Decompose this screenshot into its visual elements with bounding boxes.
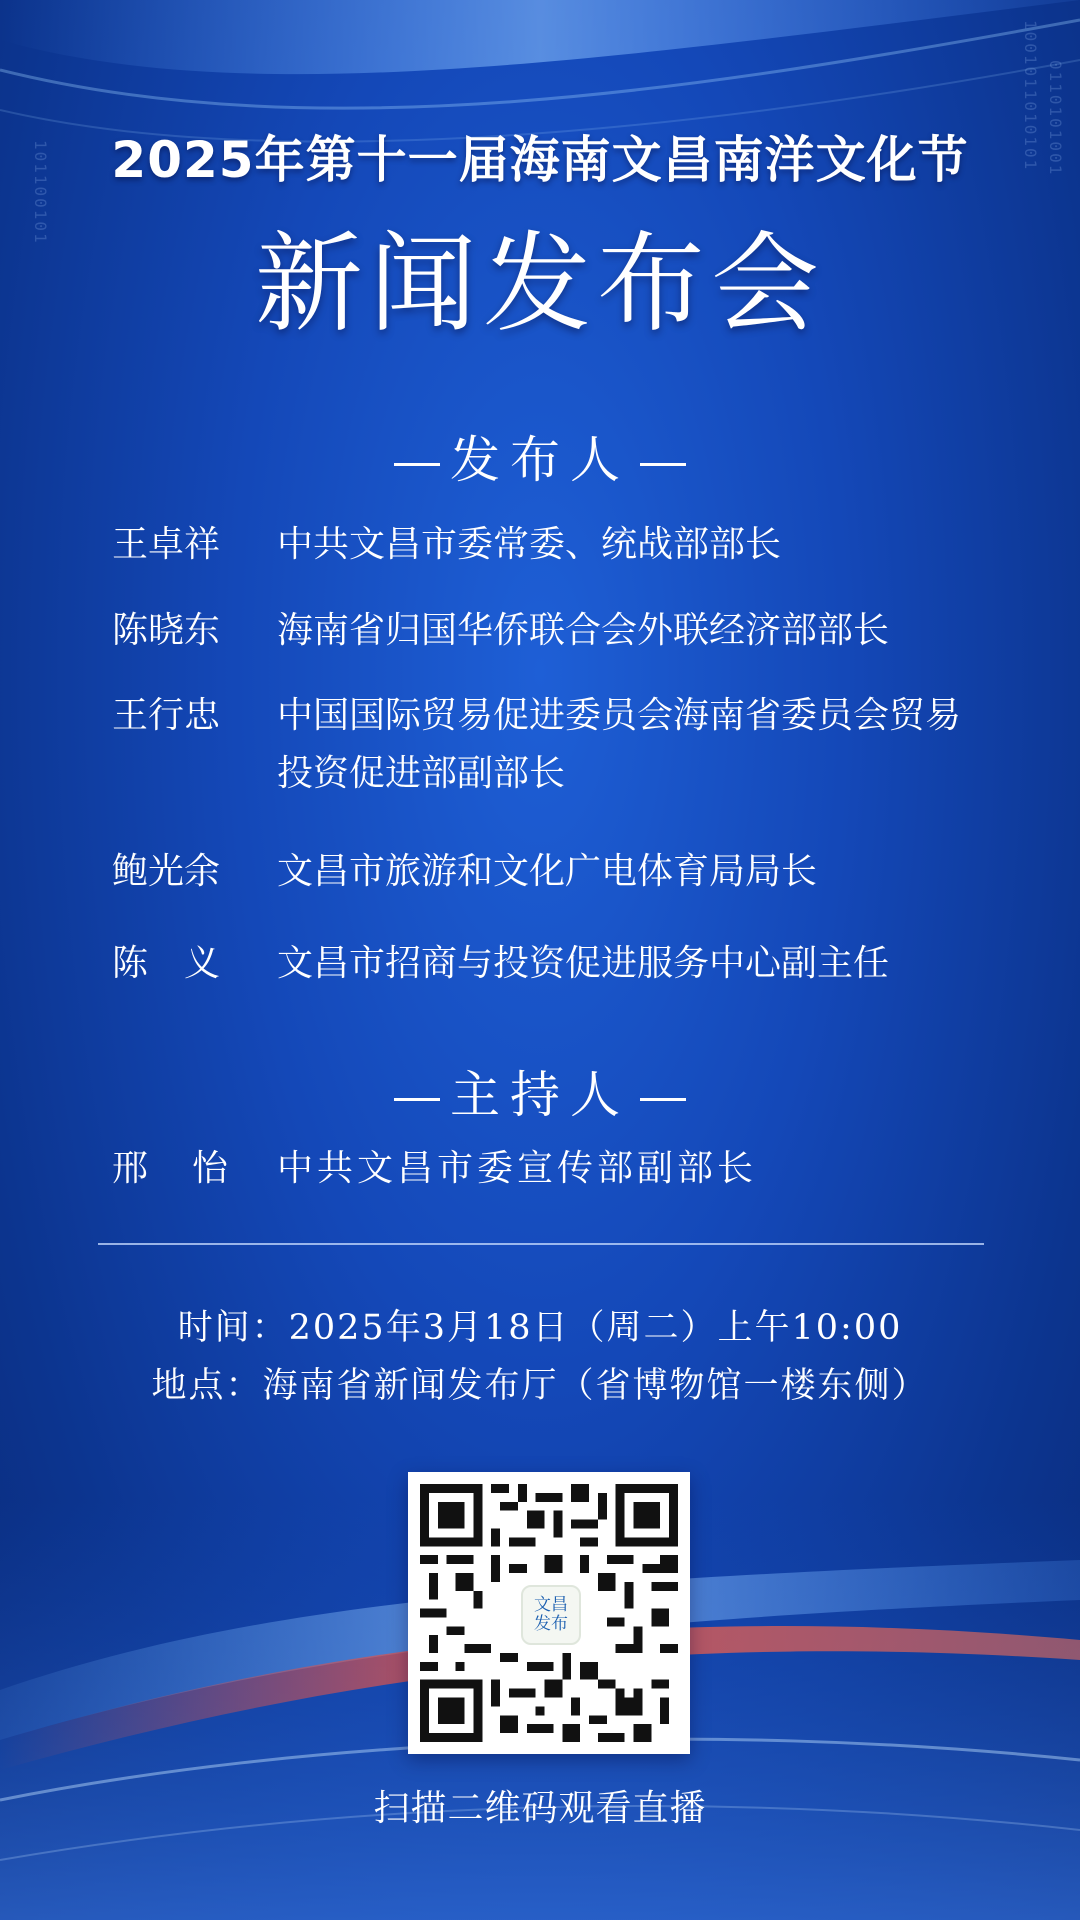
host-name: 邢 怡 (112, 1148, 233, 1189)
event-location: 地点：海南省新闻发布厅（省博物馆一楼东侧） (151, 1366, 929, 1406)
festival-title: 2025年第十一届海南文昌南洋文化节 (111, 131, 969, 189)
section-divider (98, 1243, 984, 1245)
speaker-row (112, 602, 987, 660)
speaker-row (112, 516, 987, 574)
host-heading (0, 1055, 1080, 1127)
event-time: 时间：2025年3月18日（周二）上午10:00 (177, 1308, 903, 1348)
decorative-digits-right-2: 0110101001 (1046, 60, 1065, 177)
host-row (112, 1140, 987, 1198)
heading-dash-left (394, 1098, 440, 1101)
heading-dash-right (640, 463, 686, 466)
qr-code[interactable] (408, 1472, 690, 1754)
host-heading-label: 主持人 (450, 1066, 630, 1124)
speaker-name: 鲍光余 (112, 851, 221, 892)
decorative-digits-left: 101100101 (31, 140, 50, 245)
scan-caption: 扫描二维码观看直播 (373, 1788, 707, 1829)
speakers-heading-label: 发布人 (450, 431, 630, 489)
speaker-row (112, 843, 987, 901)
speaker-name: 陈晓东 (112, 610, 221, 651)
speaker-role: 文昌市旅游和文化广电体育局局长 (277, 851, 818, 892)
wenchang-release-logo (521, 1585, 581, 1645)
logo-text-line2: 发布 (534, 1614, 568, 1634)
speaker-name: 王行忠 (112, 695, 221, 736)
decorative-digits-right: 1001011010101 (1021, 20, 1040, 172)
speaker-role: 中共文昌市委常委、统战部部长 (277, 524, 782, 565)
speaker-role: 文昌市招商与投资促进服务中心副主任 (277, 943, 890, 984)
heading-dash-left (394, 463, 440, 466)
speaker-role: 海南省归国华侨联合会外联经济部部长 (277, 610, 890, 651)
speaker-row (112, 935, 987, 993)
logo-text-line1: 文昌 (534, 1595, 568, 1615)
speaker-name: 陈 义 (112, 943, 221, 984)
speaker-row (112, 687, 977, 803)
press-conference-title: 新闻发布会 (254, 222, 825, 347)
heading-dash-right (640, 1098, 686, 1101)
speaker-role: 中国国际贸易促进委员会海南省委员会贸易投资促进部副部长 (277, 695, 962, 794)
speaker-name: 王卓祥 (112, 524, 221, 565)
host-role: 中共文昌市委宣传部副部长 (277, 1148, 758, 1189)
speakers-heading (0, 420, 1080, 492)
